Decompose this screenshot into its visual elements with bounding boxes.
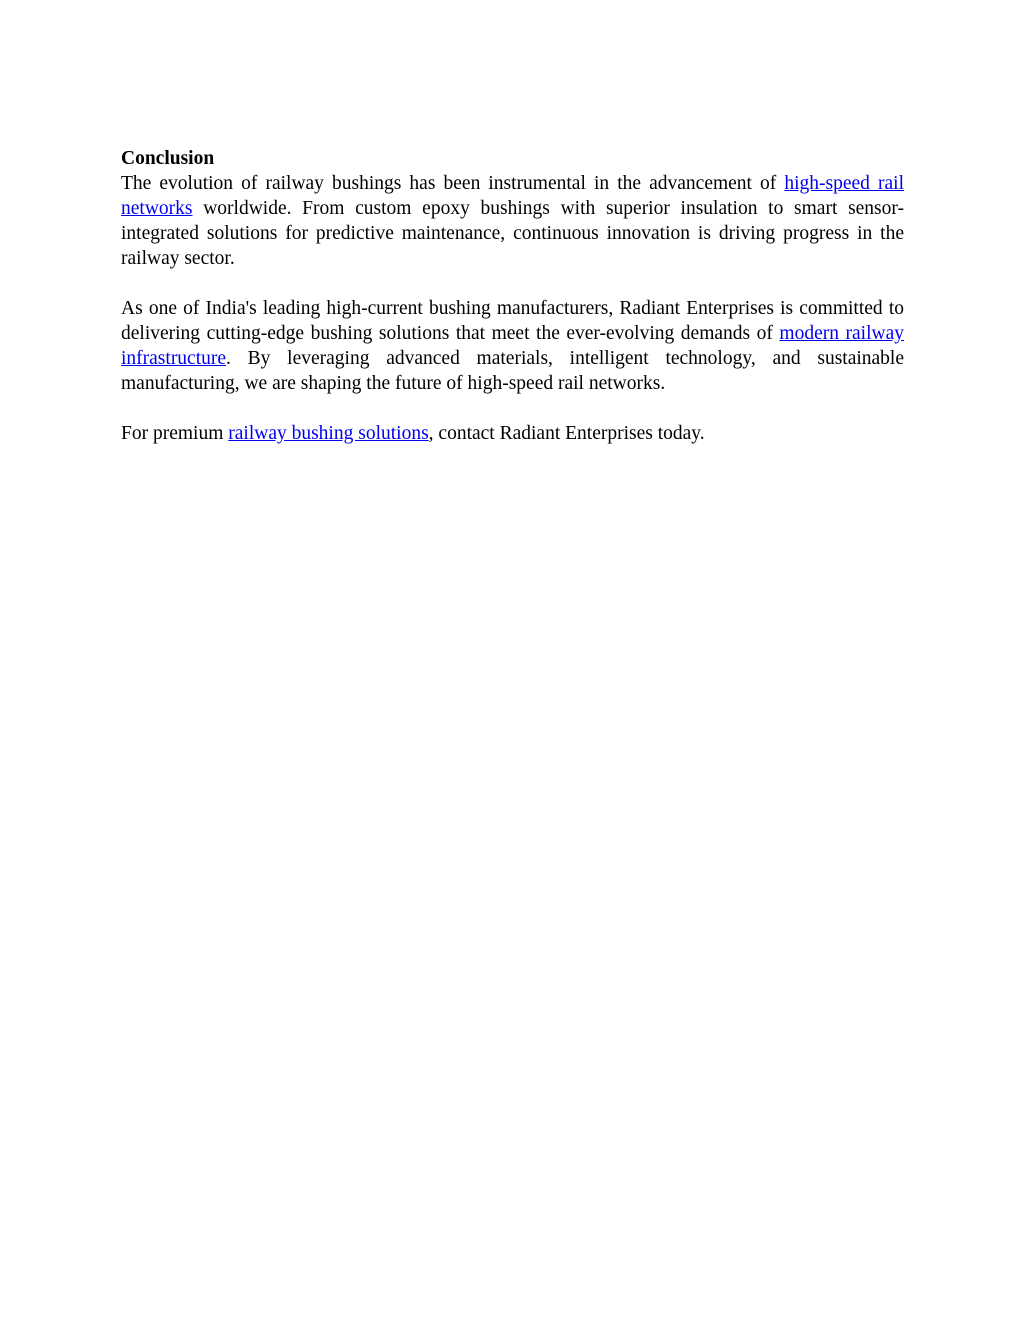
paragraph-intro-text-before: The evolution of railway bushings has been instrumental in the advancement of xyxy=(121,173,785,194)
paragraph-company xyxy=(121,296,904,396)
paragraph-contact-text-after: , contact Radiant Enterprises today. xyxy=(428,423,705,444)
link-modern-railway-infrastructure[interactable]: modern railway infrastructure xyxy=(121,323,904,369)
paragraph-intro xyxy=(121,171,904,271)
paragraph-contact xyxy=(121,421,904,446)
section-heading: Conclusion xyxy=(121,148,215,169)
paragraph-contact-text-before: For premium xyxy=(121,423,229,444)
link-railway-bushing-solutions[interactable]: railway bushing solutions xyxy=(228,423,429,444)
document-page xyxy=(121,146,904,471)
paragraph-company-text-before: As one of India's leading high-current bushing manufacturers, Radiant Enterprises is committed to delivering cutting-edge bushing solutions that meet the ever-evolving demands of xyxy=(121,298,904,344)
paragraph-intro-text-after: worldwide. From custom epoxy bushings with superior insulation to smart sensor-integrated solutions for predictive maintenance, continuous innovation is driving progress in the railway sector. xyxy=(121,198,904,269)
paragraph-company-text-after: . By leveraging advanced materials, intelligent technology, and sustainable manufacturing, we are shaping the future of high-speed rail networks. xyxy=(121,348,904,394)
link-high-speed-rail-networks[interactable]: high-speed rail networks xyxy=(121,173,904,219)
